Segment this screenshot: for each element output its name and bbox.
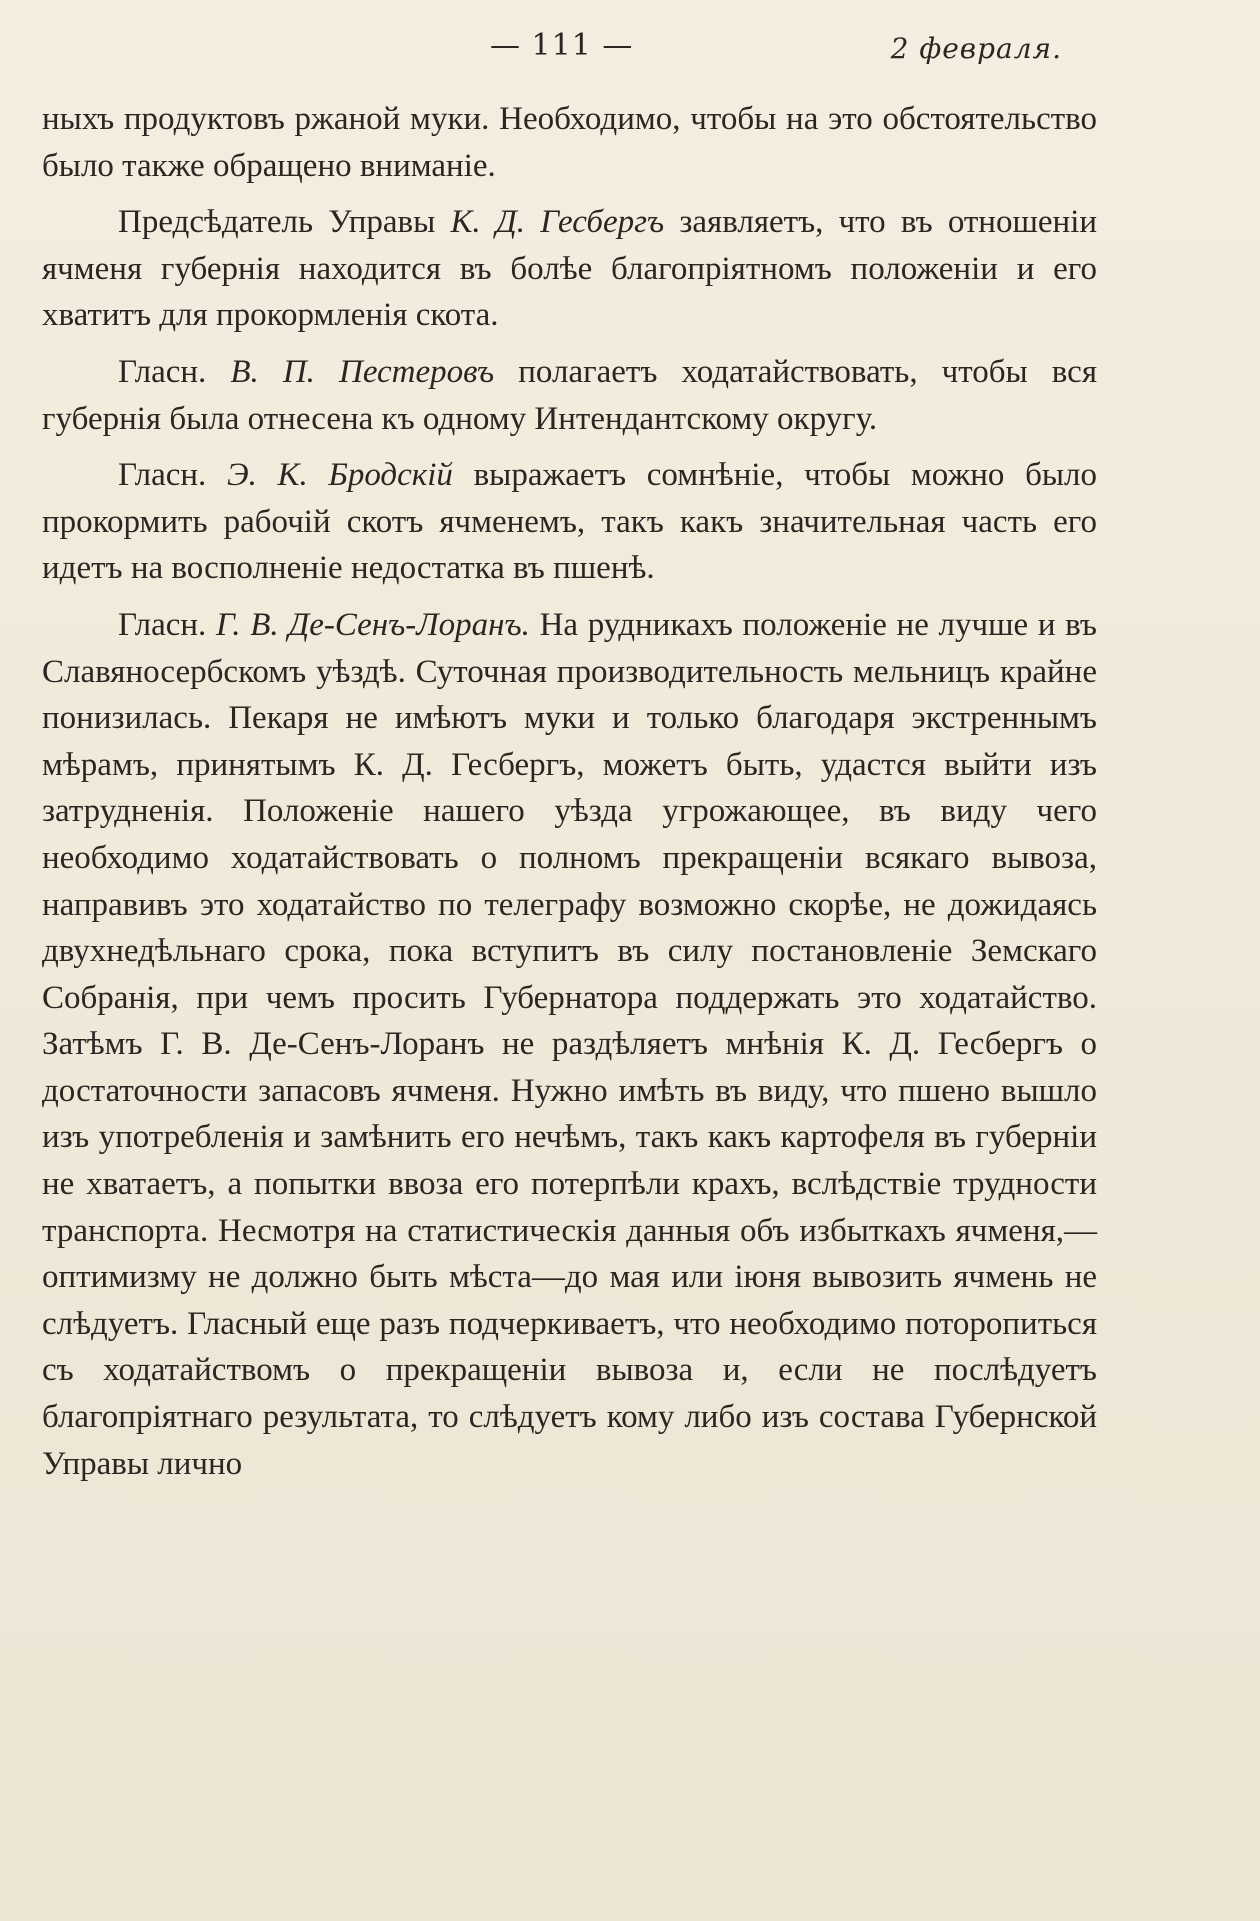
speaker-name: Г. В. Де-Сенъ-Лоранъ. [215, 606, 530, 643]
header-date: 2 февраля. [890, 32, 1062, 65]
speaker-name: Э. К. Бродскій [226, 457, 453, 494]
speaker-name: К. Д. Гесбергъ [450, 204, 665, 241]
paragraph-de-sen-loran [42, 602, 1097, 1487]
page-number: — 111 — [490, 28, 634, 63]
paragraph-pesterov [42, 349, 1097, 442]
paragraph-continuation: ныхъ продуктовъ ржаной муки. Необходимо, чтобы на это обстоятельство было также обращено вниманіе. [42, 101, 1097, 184]
paragraph-lead: Гласн. [118, 353, 207, 390]
paragraph-lead: Гласн. [118, 606, 207, 643]
paragraph-text: выражаетъ сомнѣніе, чтобы можно было прокормить рабочій скотъ ячменемъ, такъ какъ значительная часть его идетъ на восполненіе недостатка въ пшенѣ. [42, 457, 1098, 587]
paragraph-lead: Предсѣдатель Управы [118, 204, 436, 241]
paragraph-text: заявляетъ, что въ отношеніи ячменя губернія находится въ болѣе благопріятномъ положеніи и его хватитъ для прокормленія скота. [42, 204, 1098, 334]
body-text [42, 96, 1097, 1487]
paragraph-lead: Гласн. [118, 457, 207, 494]
paragraph-text: На рудникахъ положеніе не лучше и въ Славяносербскомъ уѣздѣ. Суточная производительность мельницъ крайне понизилась. Пекаря не имѣютъ муки и только благодаря экстреннымъ мѣрамъ, принятымъ К. Д. Гесбергъ, можетъ быть, удастся выйти изъ затрудненія. Положеніе нашего уѣзда угрожающее, въ виду чего необходимо ходатайствовать о полномъ прекращеніи всякаго вывоза, направивъ это ходатайство по телеграфу возможно скорѣе, не дожидаясь двухнедѣльнаго срока, пока вступитъ въ силу постановленіе Земскаго Собранія, при чемъ просить Губернатора поддержать это ходатайство. Затѣмъ Г. В. Де-Сенъ-Лоранъ не раздѣляетъ мнѣнія К. Д. Гесбергъ о достаточности запасовъ ячменя. Нужно имѣть въ виду, что пшено вышло изъ употребленія и замѣнить его нечѣмъ, такъ какъ картофеля въ губерніи не хватаетъ, а попытки ввоза его потерпѣли крахъ, вслѣдствіе трудности транспорта. Несмотря на статистическія данныя объ избыткахъ ячменя,— оптимизму не должно быть мѣста—до мая или іюня вывозить ячмень не слѣдуетъ. Гласный еще разъ подчеркиваетъ, что необходимо поторопиться съ ходатайствомъ о прекращеніи вывоза и, если не послѣдуетъ благопріятнаго результата, то слѣдуетъ кому либо изъ состава Губернской Управы лично [42, 606, 1098, 1482]
paragraph-gesberg [42, 199, 1097, 339]
page-header [0, 28, 1260, 78]
paragraph-text: полагаетъ ходатайствовать, чтобы вся губернія была отнесена къ одному Интендантскому округу. [42, 353, 1097, 437]
speaker-name: В. П. Пестеровъ [230, 353, 495, 390]
paragraph-brodsky [42, 452, 1097, 592]
